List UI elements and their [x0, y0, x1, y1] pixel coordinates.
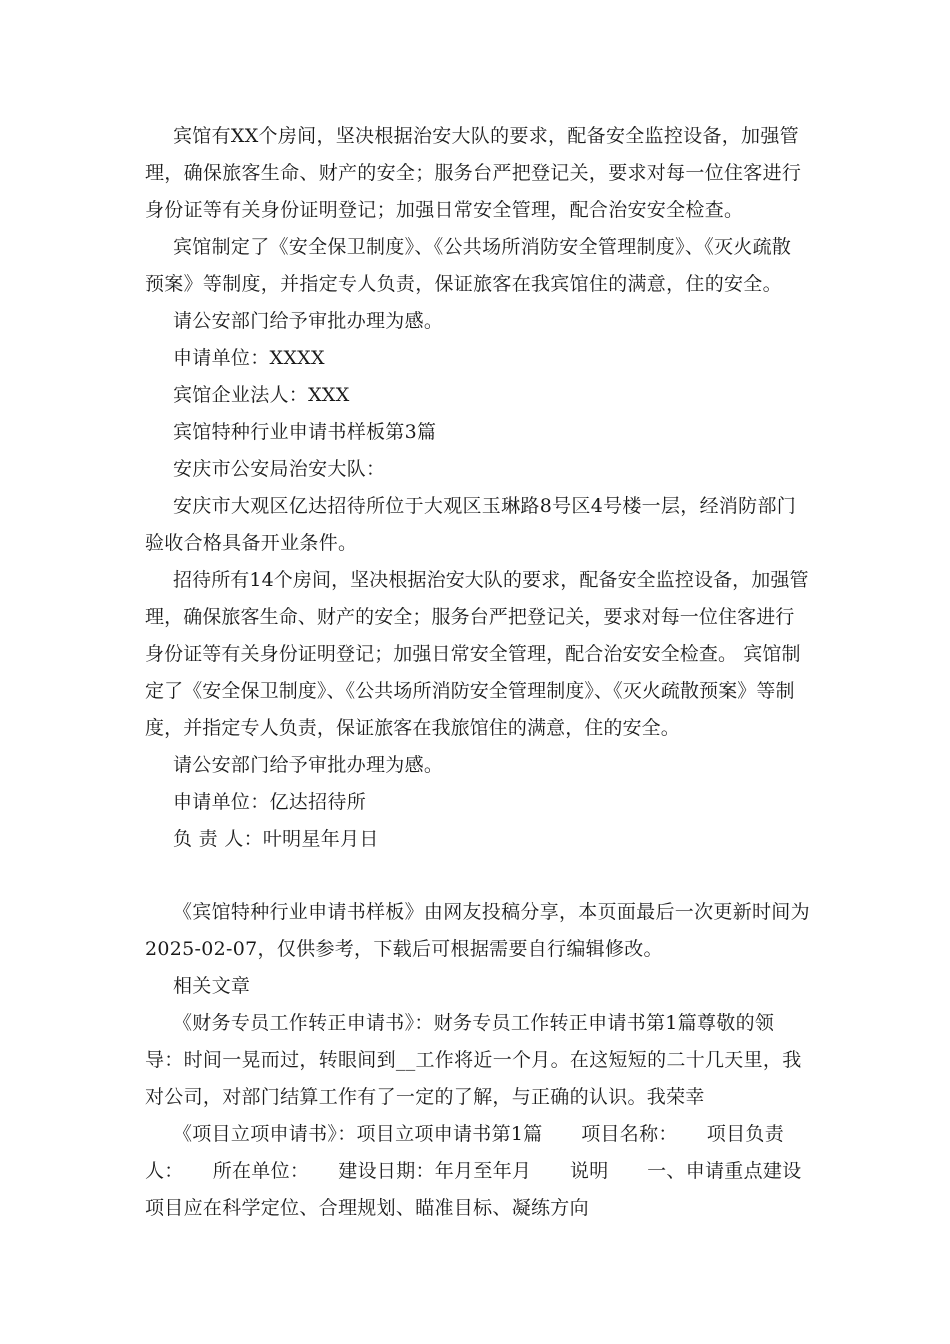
paragraph-responsible-person: 负 责 人：叶明星年月日	[173, 828, 379, 850]
related-article-link[interactable]: 《财务专员工作转正申请书》：财务专员工作转正申请书第1篇尊敬的领导：时间一晃而过，转眼间到__工作将近一个月。在这短短的二十几天里，我对公司，对部门结算工作有了一定的了解，与正确的认识。我荣幸	[145, 1012, 802, 1108]
paragraph-location: 安庆市大观区亿达招待所位于大观区玉琳路8号区4号楼一层，经消防部门验收合格具备开业条件。	[145, 495, 797, 554]
paragraph-request: 请公安部门给予审批办理为感。	[173, 310, 444, 332]
related-articles-heading: 相关文章	[173, 975, 251, 997]
paragraph-regulations: 宾馆制定了《安全保卫制度》、《公共场所消防安全管理制度》、《灭火疏散预案》等制度，并指定专人负责，保证旅客在我宾馆住的满意，住的安全。	[145, 236, 792, 295]
footer-note: 《宾馆特种行业申请书样板》由网友投稿分享，本页面最后一次更新时间为2025-02-07，仅供参考，下载后可根据需要自行编辑修改。	[145, 901, 810, 960]
paragraph-applicant-2: 申请单位：亿达招待所	[173, 791, 367, 813]
paragraph-legal-person: 宾馆企业法人：XXX	[173, 384, 350, 406]
document-body	[145, 118, 810, 1227]
paragraph-room-count: 宾馆有XX个房间，坚决根据治安大队的要求，配备安全监控设备，加强管理，确保旅客生命、财产的安全；服务台严把登记关，要求对每一位住客进行身份证等有关身份证明登记；加强日常安全管理，配合治安安全检查。	[145, 125, 802, 221]
paragraph-request-2: 请公安部门给予审批办理为感。	[173, 754, 444, 776]
section-heading-sample-3: 宾馆特种行业申请书样板第3篇	[173, 421, 437, 443]
paragraph-applicant: 申请单位：XXXX	[173, 347, 325, 369]
paragraph-guesthouse-details: 招待所有14个房间，坚决根据治安大队的要求，配备安全监控设备，加强管理，确保旅客生命、财产的安全；服务台严把登记关，要求对每一位住客进行身份证等有关身份证明登记；加强日常安全管理，配合治安安全检查。 宾馆制定了《安全保卫制度》、《公共场所消防安全管理制度》、《灭火疏散预案》等制度，并指定专人负责，保证旅客在我旅馆住的满意，住的安全。	[145, 569, 809, 739]
paragraph-addressee: 安庆市公安局治安大队：	[173, 458, 386, 480]
related-article-link[interactable]: 《项目立项申请书》：项目立项申请书第1篇 项目名称： 项目负责人： 所在单位： 建设日期：年月至年月 说明 一、申请重点建设项目应在科学定位、合理规划、瞄准目标、凝练方向	[145, 1123, 802, 1219]
